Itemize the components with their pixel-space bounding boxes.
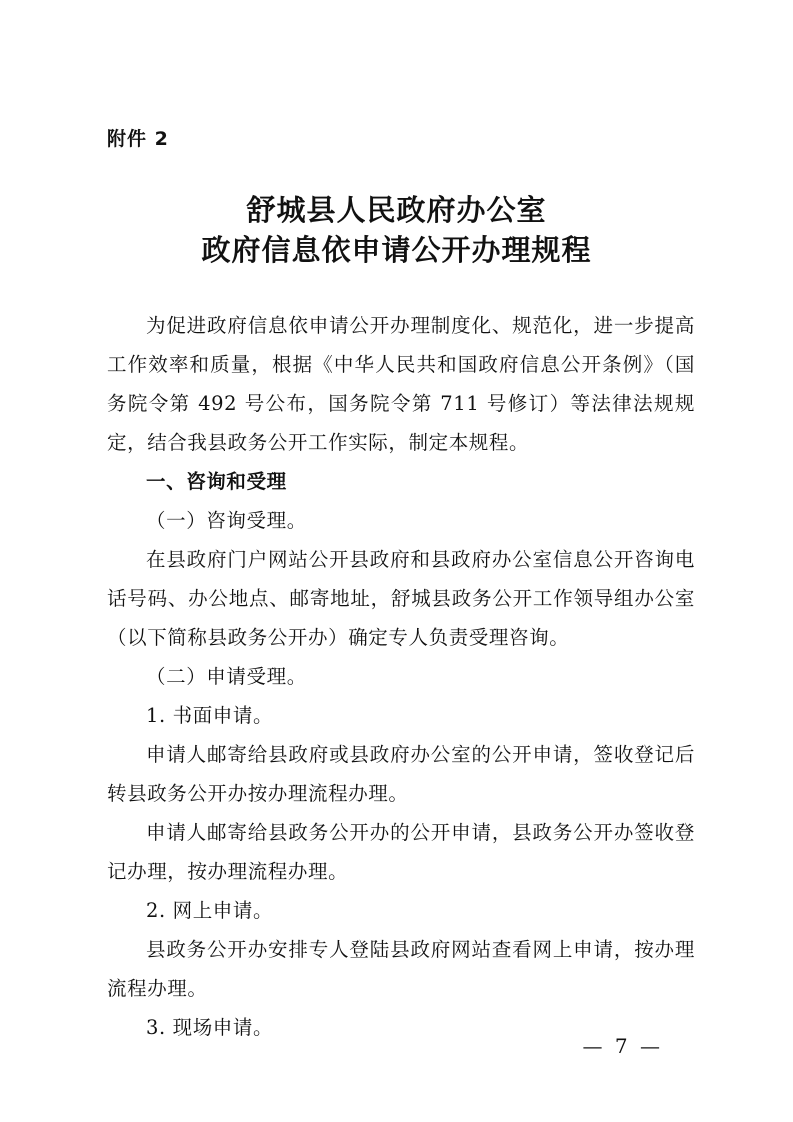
section-heading: 一、咨询和受理 [146, 470, 287, 493]
subsection-heading: （二）申请受理。 [146, 665, 307, 688]
annex-label: 附件 2 [107, 128, 169, 150]
document-body [107, 306, 695, 1047]
subsection-heading: （一）咨询受理。 [146, 509, 307, 532]
list-item-heading: 1. 书面申请。 [146, 704, 274, 727]
list-item-heading: 3. 现场申请。 [146, 1016, 274, 1039]
list-item-heading: 2. 网上申请。 [146, 899, 274, 922]
page-number: — 7 — [582, 1034, 663, 1058]
body-paragraph: 县政务公开办安排专人登陆县政府网站查看网上申请，按办理流程办理。 [107, 938, 695, 1000]
body-paragraph: 申请人邮寄给县政务公开办的公开申请，县政务公开办签收登记办理，按办理流程办理。 [107, 821, 695, 883]
document-title-line-1: 舒城县人民政府办公室 [246, 193, 547, 227]
document-title-line-2: 政府信息依申请公开办理规程 [201, 233, 592, 267]
body-paragraph: 在县政府门户网站公开县政府和县政府办公室信息公开咨询电话号码、办公地点、邮寄地址，舒城县政务公开工作领导组办公室（以下简称县政务公开办）确定专人负责受理咨询。 [107, 548, 695, 649]
intro-paragraph: 为促进政府信息依申请公开办理制度化、规范化，进一步提高工作效率和质量，根据《中华人民共和国政府信息公开条例》（国务院令第 492 号公布，国务院令第 711 号修订）等法律法规规定，结合我县政务公开工作实际，制定本规程。 [107, 314, 695, 454]
body-paragraph: 申请人邮寄给县政府或县政府办公室的公开申请，签收登记后转县政务公开办按办理流程办理。 [107, 743, 695, 805]
